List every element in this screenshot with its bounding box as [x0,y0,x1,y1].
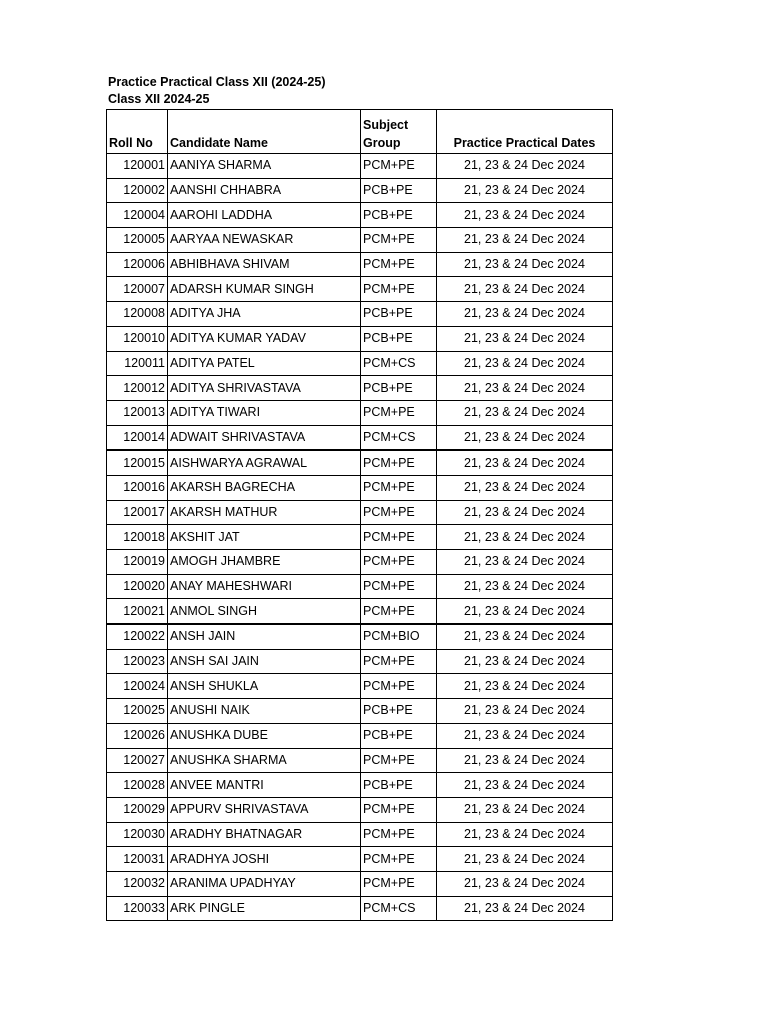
table-row [107,723,613,748]
subject-group-cell: PCM+PE [361,748,437,773]
subject-group-cell: PCM+CS [361,425,437,450]
table-row [107,500,613,525]
candidate-name-cell: AMOGH JHAMBRE [168,550,361,575]
candidate-name-cell: ADITYA PATEL [168,351,361,376]
table-row [107,574,613,599]
roll-number-cell: 120006 [107,252,168,277]
table-row [107,599,613,624]
roll-number-cell: 120032 [107,871,168,896]
practical-dates-cell: 21, 23 & 24 Dec 2024 [437,351,613,376]
candidate-name-cell: ANSH SHUKLA [168,674,361,699]
table-row [107,400,613,425]
document-header [108,74,326,108]
subject-group-cell: PCM+PE [361,871,437,896]
roll-number-cell: 120029 [107,797,168,822]
practical-dates-cell: 21, 23 & 24 Dec 2024 [437,277,613,302]
table-row [107,822,613,847]
subject-group-cell: PCM+PE [361,154,437,179]
subject-group-cell: PCB+PE [361,376,437,401]
header-practical-dates: Practice Practical Dates [437,110,613,154]
subject-group-cell: PCM+PE [361,550,437,575]
candidate-name-cell: AKARSH MATHUR [168,500,361,525]
header-roll-no: Roll No [107,110,168,154]
table-row [107,649,613,674]
practical-dates-cell: 21, 23 & 24 Dec 2024 [437,525,613,550]
roll-number-cell: 120019 [107,550,168,575]
table-row [107,252,613,277]
candidate-name-cell: ADITYA JHA [168,302,361,327]
roll-number-cell: 120031 [107,847,168,872]
table-row [107,376,613,401]
table-row [107,674,613,699]
practical-dates-cell: 21, 23 & 24 Dec 2024 [437,302,613,327]
table-row [107,277,613,302]
subject-group-cell: PCM+PE [361,822,437,847]
subject-group-cell: PCM+PE [361,277,437,302]
roll-number-cell: 120018 [107,525,168,550]
roll-number-cell: 120033 [107,896,168,921]
table-row [107,550,613,575]
roll-number-cell: 120015 [107,450,168,475]
roll-number-cell: 120012 [107,376,168,401]
candidate-name-cell: AISHWARYA AGRAWAL [168,450,361,475]
table-row [107,847,613,872]
roll-number-cell: 120002 [107,178,168,203]
candidate-name-cell: ANSH JAIN [168,624,361,649]
practical-dates-cell: 21, 23 & 24 Dec 2024 [437,450,613,475]
roll-number-cell: 120001 [107,154,168,179]
table-body [107,154,613,921]
table-row [107,896,613,921]
roll-number-cell: 120023 [107,649,168,674]
subject-group-cell: PCM+PE [361,574,437,599]
roll-number-cell: 120016 [107,475,168,500]
candidate-name-cell: ADITYA SHRIVASTAVA [168,376,361,401]
practical-dates-cell: 21, 23 & 24 Dec 2024 [437,723,613,748]
subject-group-cell: PCB+PE [361,302,437,327]
subject-group-cell: PCM+PE [361,674,437,699]
practical-dates-cell: 21, 23 & 24 Dec 2024 [437,896,613,921]
table-row [107,699,613,724]
practical-dates-cell: 21, 23 & 24 Dec 2024 [437,475,613,500]
subject-group-cell: PCM+PE [361,525,437,550]
table-row [107,773,613,798]
subject-group-cell: PCM+PE [361,649,437,674]
candidate-name-cell: ARK PINGLE [168,896,361,921]
header-candidate-name: Candidate Name [168,110,361,154]
candidate-name-cell: ANAY MAHESHWARI [168,574,361,599]
roll-number-cell: 120021 [107,599,168,624]
roll-number-cell: 120014 [107,425,168,450]
practical-dates-cell: 21, 23 & 24 Dec 2024 [437,822,613,847]
practical-dates-cell: 21, 23 & 24 Dec 2024 [437,847,613,872]
practical-dates-cell: 21, 23 & 24 Dec 2024 [437,699,613,724]
header-subject-group: Subject Group [361,110,437,154]
table-row [107,326,613,351]
candidate-name-cell: ARADHY BHATNAGAR [168,822,361,847]
subject-group-cell: PCM+CS [361,896,437,921]
practical-dates-cell: 21, 23 & 24 Dec 2024 [437,376,613,401]
subject-group-cell: PCB+PE [361,723,437,748]
practical-dates-cell: 21, 23 & 24 Dec 2024 [437,574,613,599]
candidate-name-cell: APPURV SHRIVASTAVA [168,797,361,822]
table-row [107,351,613,376]
table-row [107,228,613,253]
candidate-name-cell: ANVEE MANTRI [168,773,361,798]
practical-dates-cell: 21, 23 & 24 Dec 2024 [437,500,613,525]
practical-dates-cell: 21, 23 & 24 Dec 2024 [437,649,613,674]
candidate-name-cell: ADWAIT SHRIVASTAVA [168,425,361,450]
roll-number-cell: 120017 [107,500,168,525]
practical-dates-cell: 21, 23 & 24 Dec 2024 [437,674,613,699]
candidate-name-cell: ADITYA TIWARI [168,400,361,425]
candidate-name-cell: AARYAA NEWASKAR [168,228,361,253]
candidate-name-cell: ABHIBHAVA SHIVAM [168,252,361,277]
table-row [107,425,613,450]
practical-dates-cell: 21, 23 & 24 Dec 2024 [437,203,613,228]
candidate-name-cell: ADARSH KUMAR SINGH [168,277,361,302]
table-row [107,525,613,550]
practical-dates-cell: 21, 23 & 24 Dec 2024 [437,624,613,649]
practical-dates-cell: 21, 23 & 24 Dec 2024 [437,154,613,179]
subject-group-cell: PCM+PE [361,847,437,872]
document-subtitle: Class XII 2024-25 [108,92,210,106]
practical-dates-cell: 21, 23 & 24 Dec 2024 [437,797,613,822]
candidate-name-cell: AANIYA SHARMA [168,154,361,179]
subject-group-cell: PCB+PE [361,699,437,724]
practical-dates-cell: 21, 23 & 24 Dec 2024 [437,773,613,798]
subject-group-cell: PCM+BIO [361,624,437,649]
subject-group-cell: PCM+PE [361,450,437,475]
practical-dates-cell: 21, 23 & 24 Dec 2024 [437,550,613,575]
table-row [107,450,613,475]
roll-number-cell: 120028 [107,773,168,798]
table-row [107,624,613,649]
subject-group-cell: PCM+PE [361,475,437,500]
roll-number-cell: 120013 [107,400,168,425]
roll-number-cell: 120010 [107,326,168,351]
table-row [107,797,613,822]
candidate-name-cell: ADITYA KUMAR YADAV [168,326,361,351]
subject-group-cell: PCM+PE [361,252,437,277]
practical-dates-cell: 21, 23 & 24 Dec 2024 [437,326,613,351]
candidate-name-cell: AKARSH BAGRECHA [168,475,361,500]
candidate-name-cell: ARADHYA JOSHI [168,847,361,872]
table-row [107,178,613,203]
subject-group-cell: PCB+PE [361,203,437,228]
roll-number-cell: 120022 [107,624,168,649]
roll-number-cell: 120025 [107,699,168,724]
candidate-name-cell: ANSH SAI JAIN [168,649,361,674]
candidate-table [106,109,613,921]
roll-number-cell: 120011 [107,351,168,376]
roll-number-cell: 120026 [107,723,168,748]
subject-group-cell: PCB+PE [361,773,437,798]
candidate-name-cell: AANSHI CHHABRA [168,178,361,203]
candidate-name-cell: AKSHIT JAT [168,525,361,550]
practical-dates-cell: 21, 23 & 24 Dec 2024 [437,400,613,425]
practical-dates-cell: 21, 23 & 24 Dec 2024 [437,871,613,896]
table-header-row [107,110,613,154]
roll-number-cell: 120027 [107,748,168,773]
practical-dates-cell: 21, 23 & 24 Dec 2024 [437,178,613,203]
table-row [107,154,613,179]
document-title: Practice Practical Class XII (2024-25) [108,75,326,89]
table-row [107,302,613,327]
candidate-name-cell: ANMOL SINGH [168,599,361,624]
table-row [107,475,613,500]
candidate-name-cell: ARANIMA UPADHYAY [168,871,361,896]
roll-number-cell: 120007 [107,277,168,302]
practical-dates-cell: 21, 23 & 24 Dec 2024 [437,599,613,624]
subject-group-cell: PCM+PE [361,228,437,253]
practical-dates-cell: 21, 23 & 24 Dec 2024 [437,425,613,450]
table-row [107,871,613,896]
subject-group-cell: PCM+PE [361,500,437,525]
subject-group-cell: PCM+PE [361,797,437,822]
candidate-name-cell: ANUSHI NAIK [168,699,361,724]
table-row [107,203,613,228]
roll-number-cell: 120004 [107,203,168,228]
candidate-name-cell: ANUSHKA DUBE [168,723,361,748]
table-row [107,748,613,773]
practical-dates-cell: 21, 23 & 24 Dec 2024 [437,228,613,253]
roll-number-cell: 120030 [107,822,168,847]
practical-dates-cell: 21, 23 & 24 Dec 2024 [437,748,613,773]
subject-group-cell: PCM+PE [361,400,437,425]
roll-number-cell: 120024 [107,674,168,699]
subject-group-cell: PCB+PE [361,178,437,203]
roll-number-cell: 120020 [107,574,168,599]
subject-group-cell: PCB+PE [361,326,437,351]
subject-group-cell: PCM+CS [361,351,437,376]
practical-dates-cell: 21, 23 & 24 Dec 2024 [437,252,613,277]
candidate-name-cell: ANUSHKA SHARMA [168,748,361,773]
roll-number-cell: 120005 [107,228,168,253]
roll-number-cell: 120008 [107,302,168,327]
subject-group-cell: PCM+PE [361,599,437,624]
candidate-name-cell: AAROHI LADDHA [168,203,361,228]
